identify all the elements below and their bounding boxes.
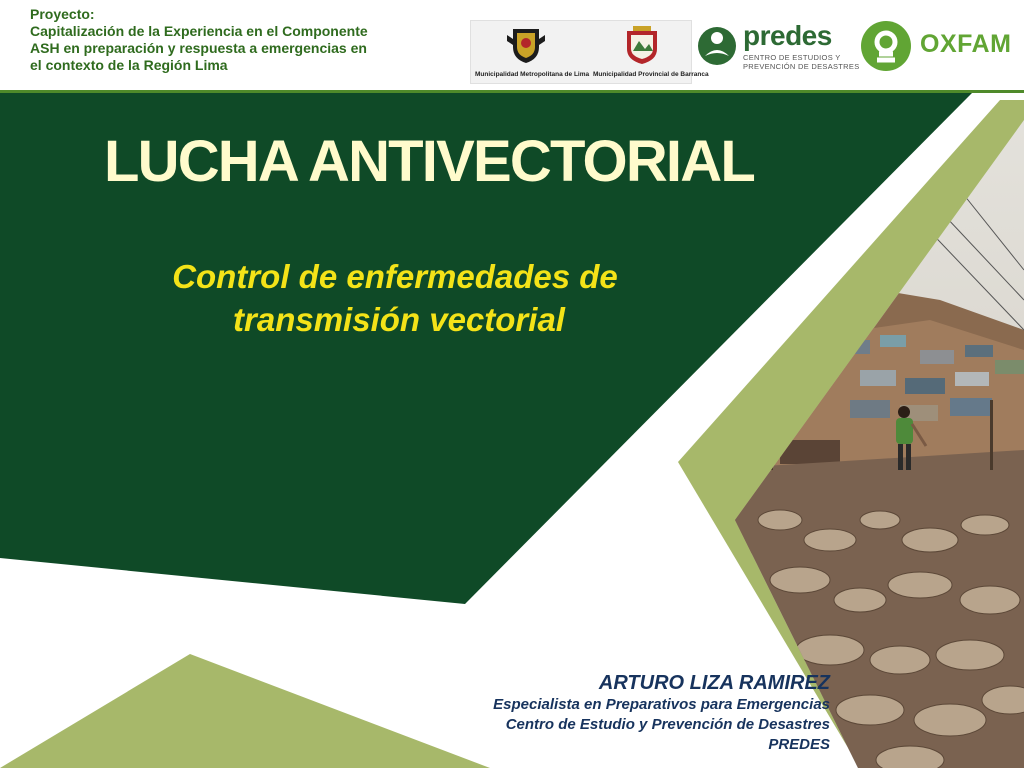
project-label: Proyecto:: [30, 6, 95, 22]
subtitle-line-1: Control de enfermedades de: [172, 258, 618, 295]
author-role: Especialista en Preparativos para Emergencias: [493, 696, 830, 713]
oxfam-logo-icon: [860, 20, 912, 72]
lima-caption: Municipalidad Metropolitana de Lima: [475, 71, 590, 78]
slide-title: LUCHA ANTIVECTORIAL: [104, 129, 754, 194]
author-organization: Centro de Estudio y Prevención de Desastres: [505, 716, 830, 733]
author-name: ARTURO LIZA RAMIREZ: [598, 672, 830, 694]
predes-subtitle-1: CENTRO DE ESTUDIOS Y: [743, 53, 841, 62]
author-block: [493, 672, 830, 755]
barranca-caption: Municipalidad Provincial de Barranca: [593, 71, 709, 78]
project-line-3: el contexto de la Región Lima: [30, 57, 228, 73]
olive-bottom-triangle: [0, 654, 490, 768]
author-organization-short: PREDES: [768, 736, 830, 753]
barranca-crest-icon: [621, 25, 663, 65]
predes-wordmark: predes: [743, 20, 832, 51]
predes-logo: [697, 20, 860, 72]
lima-crest-icon: [505, 25, 547, 65]
project-info: [30, 6, 460, 74]
municipal-logos: [470, 20, 709, 84]
predes-logo-icon: [697, 26, 737, 66]
header-divider: [0, 90, 1024, 93]
oxfam-logo: [860, 20, 1020, 72]
project-line-1: Capitalización de la Experiencia en el Componente: [30, 23, 368, 39]
predes-subtitle-2: PREVENCIÓN DE DESASTRES: [743, 62, 860, 71]
header-bar: [0, 0, 1024, 90]
project-line-2: ASH en preparación y respuesta a emergencias en: [30, 40, 367, 56]
subtitle-line-2: transmisión vectorial: [233, 301, 565, 338]
oxfam-wordmark: OXFAM: [920, 30, 1012, 58]
slide-subtitle: [60, 255, 730, 341]
